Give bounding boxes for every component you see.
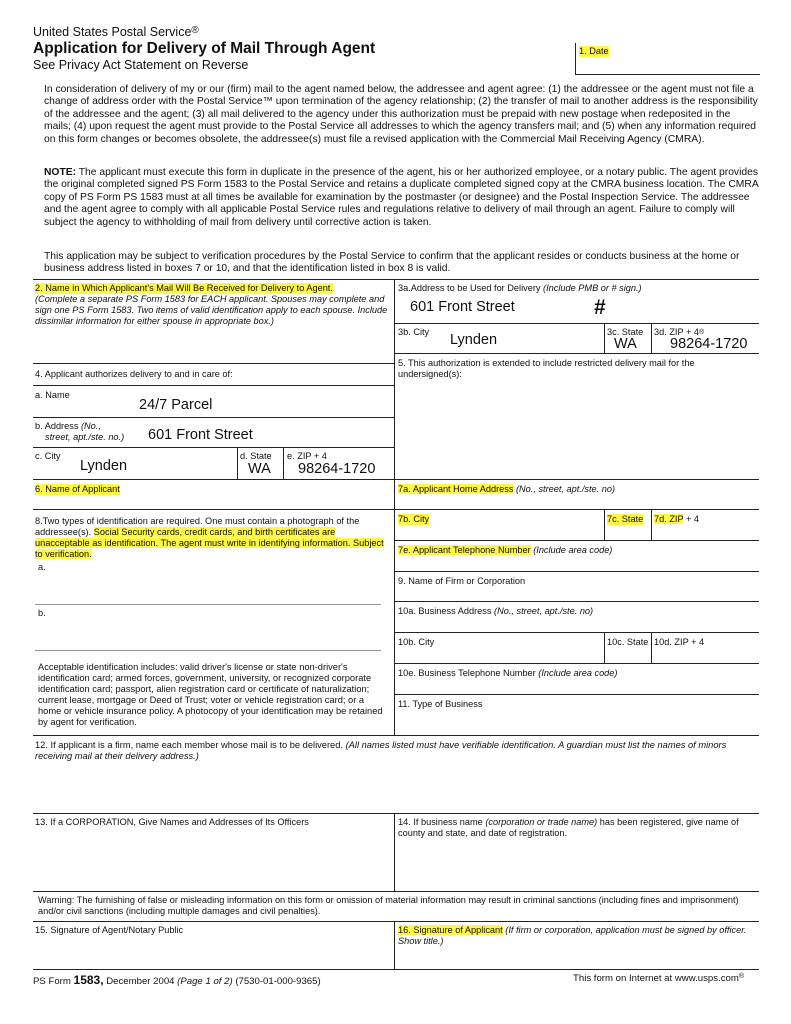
field-10a-label <box>398 606 593 617</box>
footer-internet-text: This form on Internet at www.usps.com <box>573 973 739 984</box>
date-label: 1. Date <box>579 46 609 56</box>
field-4b-rule <box>33 447 394 448</box>
field-16-help: (If firm or corporation, application must be signed by officer. Show title.) <box>398 925 747 946</box>
field-11-label: 11. Type of Business <box>398 699 483 709</box>
field-4c-label: c. City <box>35 451 61 461</box>
field-3-rule <box>394 353 759 354</box>
field-9-rule <box>394 601 759 602</box>
field-10d-label: 10d. ZIP + 4 <box>654 637 705 647</box>
field-4d-value[interactable]: WA <box>248 461 271 477</box>
form-bottom-rule <box>33 969 759 970</box>
registered-mark-3d: ® <box>699 329 705 336</box>
field-3a-help: (Include PMB or # sign.) <box>543 283 642 293</box>
field-7b-rule <box>394 540 759 541</box>
signature-applicant-field[interactable] <box>398 950 756 967</box>
field-8b-input[interactable] <box>50 608 380 648</box>
field-3a-hash: # <box>594 296 606 319</box>
field-4b-value[interactable]: 601 Front Street <box>148 427 253 443</box>
field-13-14-divider <box>394 813 395 891</box>
field-13-top-rule <box>33 813 759 814</box>
field-4a-label: a. Name <box>35 390 70 400</box>
field-10b-label: 10b. City <box>398 637 435 647</box>
field-7d-divider <box>651 509 652 540</box>
field-7e-label-text: 7e. Applicant Telephone Number <box>398 545 531 555</box>
field-4b-help-1: (No., <box>80 421 101 431</box>
field-2-label: 2. Name in Which Applicant's Mail Will Be Received for Delivery to Agent. <box>35 283 333 293</box>
field-3c-divider <box>604 323 605 353</box>
field-8-label <box>35 516 387 560</box>
field-7c-divider <box>604 509 605 540</box>
field-10e-label-text: 10e. Business Telephone Number <box>398 668 536 678</box>
field-6-label: 6. Name of Applicant <box>35 484 120 494</box>
field-14-help: (corporation or trade name) <box>485 817 598 827</box>
field-4c-value[interactable]: Lynden <box>80 458 128 474</box>
section-rule <box>33 279 759 280</box>
field-3a-value[interactable]: 601 Front Street <box>410 299 515 315</box>
note-text: The applicant must execute this form in duplicate in the presence of the agent, his or her authorized employee, or a notary public. The agent provides the original completed signed PS Form 1583 to the Postal Service and retains a duplicate completed signed copy at the CMRA business location. The CMRA copy of PS Form PS 1583 must at all times be available for examination by the postmaster (or designee) and the Postal Inspection Service. The addressee and the agent agree to comply with all applicable Postal Service rules and regulations relative to delivery of mail through an agent. Failure to comply will subject the agency to withholding of mail from delivery until corrective action is taken. <box>44 167 759 228</box>
field-14-input[interactable] <box>398 842 756 888</box>
field-3c-label: 3c. State <box>607 327 644 337</box>
field-15-16-divider <box>394 921 395 969</box>
warning-text: Warning: The furnishing of false or misleading information on this form or omission of material information may result in criminal sanctions (including fines and imprisonment) and/or civil sanctions (including multiple damages and civil penalties). <box>38 895 739 916</box>
field-13-input[interactable] <box>35 830 390 888</box>
field-3d-value[interactable]: 98264-1720 <box>670 336 748 352</box>
field-8b-rule <box>35 650 381 651</box>
field-8-intro: 8.Two types of identification are required. One must contain a photograph of the addressee(s). <box>35 516 360 537</box>
field-6-top-rule <box>33 479 759 480</box>
intro-paragraph: In consideration of delivery of my or our (firm) mail to the agent named below, the addressee and agent agree: (1) the addressee or the agent must not file a change of address order with the Postal Service™ upon termination of the agency relationship; (2) the transfer of mail to another address is the responsibility of the addressee and the agent; (3) all mail delivered to the agency under this authorization must be prepaid with new postage when redeposited in the mails; (4) upon request the agent must provide to the Postal Service all addresses to which the agency transfers mail; and (5) when any information required on this form changes or becomes obsolete, the addressee(s) must file a revised application with the Commercial Mail Receiving Agency (CMRA). <box>44 84 758 145</box>
field-8a-input[interactable] <box>50 562 380 602</box>
field-4d-label: d. State <box>240 451 272 461</box>
field-3a-label-text: 3a.Address to be Used for Delivery <box>398 283 541 293</box>
field-10e-rule <box>394 694 759 695</box>
agency-name <box>33 25 199 39</box>
field-10a-rule <box>394 632 759 633</box>
column-divider <box>394 279 395 735</box>
field-12-label <box>35 740 757 762</box>
field-2-rule <box>33 363 394 364</box>
footer-page: (Page 1 of 2) <box>177 976 233 987</box>
field-7d-label <box>654 514 699 525</box>
field-2-help: (Complete a separate PS Form 1583 for EACH applicant. Spouses may complete and sign one PS Form 1583. Two items of valid identification apply to each spouse. Include dissimilar information for either spouse in appropriate box.) <box>35 294 388 326</box>
field-4-label: 4. Applicant authorizes delivery to and in care of: <box>35 369 233 379</box>
field-12-top-rule <box>33 735 759 736</box>
field-7e-label <box>398 545 612 556</box>
field-4a-value[interactable]: 24/7 Parcel <box>139 397 213 413</box>
field-8b-label: b. <box>38 608 46 618</box>
field-11-input[interactable] <box>398 711 756 733</box>
note-paragraph <box>44 167 760 229</box>
field-4a-rule <box>33 417 394 418</box>
field-7c-label: 7c. State <box>607 514 644 524</box>
field-7a-input[interactable] <box>398 496 756 508</box>
field-5-input[interactable] <box>396 380 756 476</box>
field-3a-label <box>398 283 642 294</box>
footer-prefix: PS Form <box>33 976 71 987</box>
field-8-warning: Social Security cards, credit cards, and birth certificates are unacceptable as identification. The agent must write in identifying information. Subject to verification. <box>35 527 384 559</box>
footer-internet <box>573 973 744 984</box>
footer-date: December 2004 <box>106 976 175 987</box>
agency-text: United States Postal Service <box>33 25 192 39</box>
field-10a-help: (No., street, apt./ste. no) <box>494 606 594 616</box>
note-label: NOTE: <box>44 167 77 178</box>
field-4b-label <box>35 421 101 432</box>
field-10d-divider <box>651 632 652 663</box>
field-4b-label-text: b. Address <box>35 421 79 431</box>
field-7b-label: 7b. City <box>398 514 430 524</box>
footer-registered-mark: ® <box>738 973 744 980</box>
field-10e-label <box>398 668 617 679</box>
signature-agent-field[interactable] <box>35 937 390 967</box>
field-10c-label: 10c. State <box>607 637 649 647</box>
field-10c-divider <box>604 632 605 663</box>
field-16-label-text: 16. Signature of Applicant <box>398 925 503 935</box>
field-9-input[interactable] <box>398 588 756 600</box>
field-3c-value[interactable]: WA <box>614 336 637 352</box>
form-title: Application for Delivery of Mail Through Agent <box>33 40 376 57</box>
acceptable-id-note: Acceptable identification includes: valid driver's license or state non-driver's identification card; armed forces, government, university, or recognized corporate identification card; passport, alien registration card or certificate of naturalization; current lease, mortgage or Deed of Trust; voter or vehicle registration card; or a home or vehicle insurance policy. A photocopy of your identification may be retained by agent for verification. <box>38 662 383 727</box>
field-7a-label-text: 7a. Applicant Home Address <box>398 484 514 494</box>
footer-form-number: 1583, <box>73 973 104 987</box>
field-7a-help: (No., street, apt./ste. no) <box>515 484 616 494</box>
field-14-rest: has been registered, give name of county and state, and date of registration. <box>398 817 739 838</box>
field-8a-label: a. <box>38 562 46 572</box>
footer-code: (7530-01-000-9365) <box>235 976 321 987</box>
field-8a-rule <box>35 604 381 605</box>
field-3d-divider <box>651 323 652 353</box>
field-13-label: 13. If a CORPORATION, Give Names and Addresses of Its Officers <box>35 817 309 827</box>
field-12-input[interactable] <box>35 765 755 811</box>
form-subtitle: See Privacy Act Statement on Reverse <box>33 58 249 72</box>
form-footer-id <box>33 973 321 987</box>
warning-top-rule <box>33 891 759 892</box>
field-7d-label-text: 7d. ZIP <box>654 514 684 524</box>
field-2-input[interactable] <box>35 283 391 363</box>
field-12-help: (All names listed must have verifiable identification. A guardian must list the names of minors receiving mail at their delivery address.) <box>35 740 727 761</box>
field-4e-value[interactable]: 98264-1720 <box>298 461 376 477</box>
field-9-label: 9. Name of Firm or Corporation <box>398 576 526 586</box>
field-3b-label: 3b. City <box>398 327 430 337</box>
field-6-input[interactable] <box>35 496 390 510</box>
field-15-label: 15. Signature of Agent/Notary Public <box>35 925 184 935</box>
field-7e-help: (Include area code) <box>533 545 613 555</box>
field-14-label-text: 14. If business name <box>398 817 483 827</box>
warning-bottom-rule <box>33 921 759 922</box>
field-12-label-text: 12. If applicant is a firm, name each member whose mail is to be delivered. <box>35 740 343 750</box>
field-4d-divider <box>237 447 238 479</box>
field-10e-help: (Include area code) <box>538 668 618 678</box>
field-3b-value[interactable]: Lynden <box>450 332 498 348</box>
field-7e-rule <box>394 571 759 572</box>
field-4b-help-2: street, apt./ste. no.) <box>45 432 125 442</box>
field-4e-divider <box>283 447 284 479</box>
verification-paragraph: This application may be subject to verification procedures by the Postal Service to confirm that the applicant resides or conducts business at the home or business address listed in boxes 7 or 10, and that the identification listed in box 8 is valid. <box>44 251 740 275</box>
field-7a-label <box>398 484 615 495</box>
field-4e-label: e. ZIP + 4 <box>287 451 327 461</box>
field-14-label <box>398 817 753 839</box>
field-7d-suffix: + 4 <box>686 514 700 524</box>
field-4-rule <box>33 385 394 386</box>
field-5-label: 5. This authorization is extended to include restricted delivery mail for the undersigned(s): <box>398 358 695 379</box>
registered-mark: ® <box>191 25 199 36</box>
field-16-label <box>398 925 753 947</box>
field-3a-rule <box>394 323 759 324</box>
field-10b-rule <box>394 663 759 664</box>
date-field[interactable] <box>575 43 760 75</box>
field-10a-label-text: 10a. Business Address <box>398 606 492 616</box>
field-3d-label-text: 3d. ZIP + 4 <box>654 327 700 337</box>
